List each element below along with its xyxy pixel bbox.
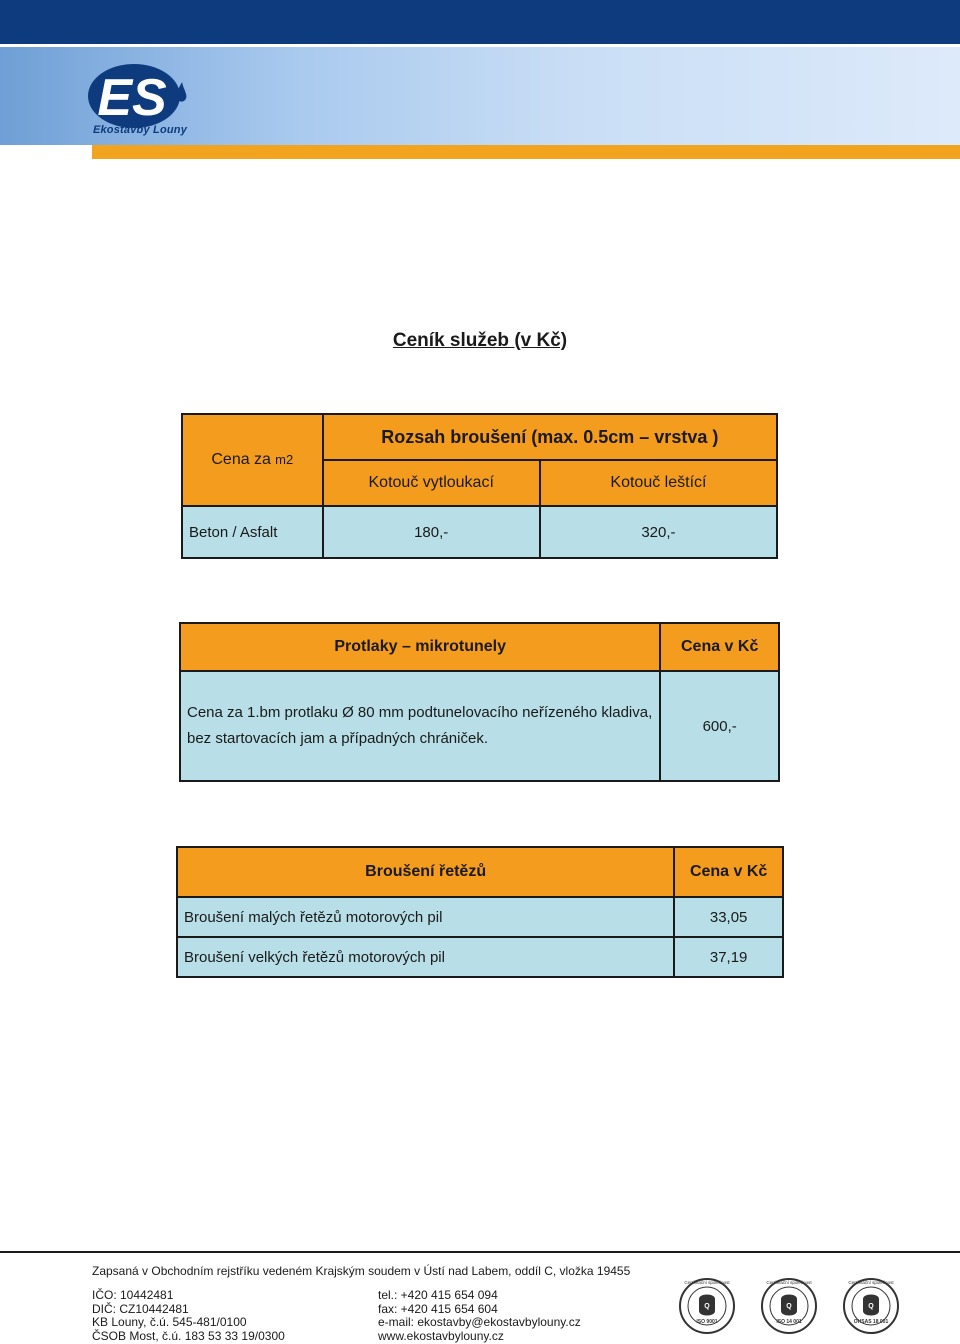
table-row <box>177 897 783 937</box>
corner-unit: m2 <box>275 452 294 467</box>
footer-email: e-mail: ekostavby@ekostavbylouny.cz <box>378 1315 581 1329</box>
description-line: Cena za 1.bm protlaku Ø 80 mm podtunelovacího neřízeného kladiva, <box>187 704 653 721</box>
corner-label: Cena za <box>211 451 271 468</box>
column-header: Kotouč vytloukací <box>323 460 540 506</box>
footer-website: www.ekostavbylouny.cz <box>378 1328 504 1343</box>
seal-text: Certifikační společnost <box>766 1280 812 1285</box>
grinding-price-table <box>181 413 778 559</box>
seal-code: ISO 14 001 <box>776 1319 802 1325</box>
row-price: 37,19 <box>674 937 783 977</box>
row-description <box>180 671 660 781</box>
footer-phone: tel.: +420 415 654 094 <box>378 1288 498 1302</box>
footer-line: IČO: 10442481 <box>92 1288 174 1302</box>
row-price: 600,- <box>660 671 779 781</box>
certification-seal-icon <box>842 1275 900 1337</box>
header-orange-band <box>92 145 960 159</box>
chain-price-table <box>176 846 784 978</box>
table-row <box>182 506 777 558</box>
price-header: Cena v Kč <box>660 623 779 671</box>
footer-fax: fax: +420 415 654 604 <box>378 1301 498 1316</box>
page-title: Ceník služeb (v Kč) <box>392 330 568 351</box>
svg-text:Q: Q <box>786 1303 792 1310</box>
svg-text:Q: Q <box>704 1303 710 1310</box>
logo-letters: ES <box>97 69 167 127</box>
row-price: 33,05 <box>674 897 783 937</box>
footer-company-ids <box>92 1289 285 1343</box>
range-header: Rozsah broušení (max. 0.5cm – vrstva ) <box>323 414 777 460</box>
footer-line: ČSOB Most, č.ú. 183 53 33 19/0300 <box>92 1328 285 1343</box>
seal-text: Certifikační společnost <box>848 1280 894 1285</box>
description-line: bez startovacích jam a případných chrániček. <box>187 730 488 747</box>
row-value: 320,- <box>540 506 777 558</box>
section-header: Broušení řetězů <box>177 847 674 897</box>
footer-line: DIČ: CZ10442481 <box>92 1301 189 1316</box>
footer-divider <box>0 1251 960 1253</box>
protlaky-price-table <box>179 622 780 782</box>
corner-cell <box>182 414 323 506</box>
seal-code: OHSAS 18 001 <box>853 1319 889 1325</box>
seal-code: ISO 9001 <box>696 1319 718 1325</box>
column-header: Kotouč leštící <box>540 460 777 506</box>
table-row <box>177 937 783 977</box>
footer-contacts <box>378 1289 581 1343</box>
row-value: 180,- <box>323 506 540 558</box>
logo-tagline: Ekostavby Louny <box>92 124 188 136</box>
row-label: Broušení malých řetězů motorových pil <box>177 897 674 937</box>
header-top-band <box>0 0 960 44</box>
price-header: Cena v Kč <box>674 847 783 897</box>
seal-text: Certifikační společnost <box>684 1280 730 1285</box>
footer-registration: Zapsaná v Obchodním rejstříku vedeném Krajským soudem v Ústí nad Labem, oddíl C, vložka 19455 <box>92 1264 631 1278</box>
footer-line: KB Louny, č.ú. 545-481/0100 <box>92 1315 247 1329</box>
row-label: Beton / Asfalt <box>182 506 323 558</box>
section-header: Protlaky – mikrotunely <box>180 623 660 671</box>
row-label: Broušení velkých řetězů motorových pil <box>177 937 674 977</box>
certification-seal-icon <box>678 1275 736 1337</box>
certification-seal-icon <box>760 1275 818 1337</box>
table-row <box>180 671 779 781</box>
svg-text:Q: Q <box>868 1303 874 1310</box>
